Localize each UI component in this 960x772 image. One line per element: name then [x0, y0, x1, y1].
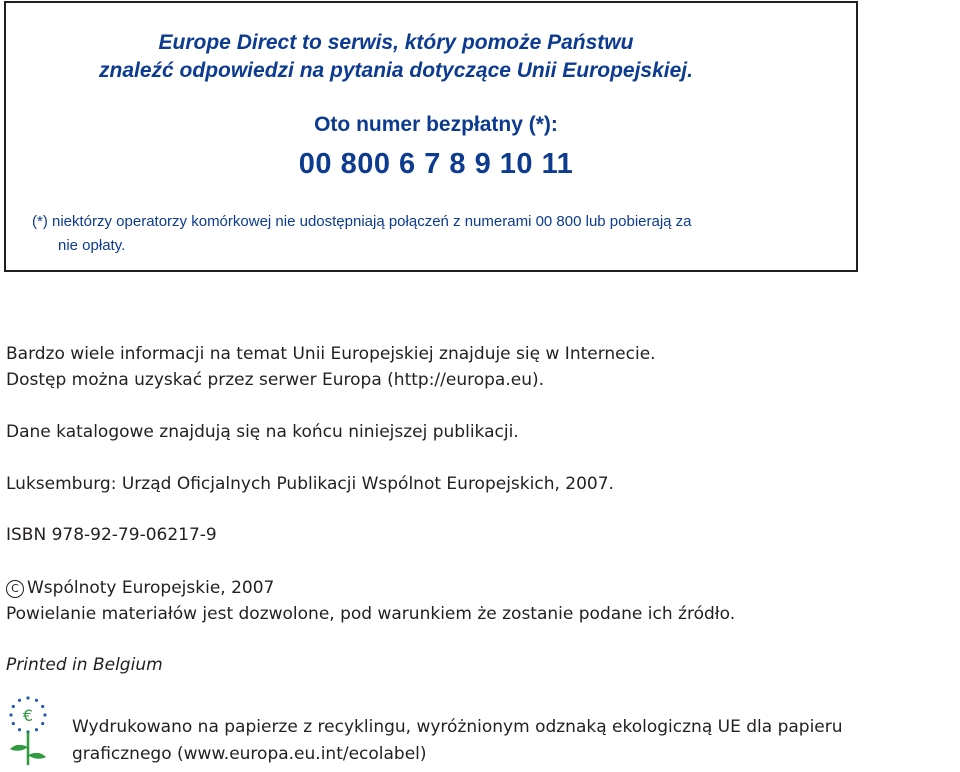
footnote-line-1: (*) niektórzy operatorzy komórkowej nie udostępniają połączeń z numerami 00 800 lub pobierają za — [32, 213, 692, 230]
copyright-text: Wspólnoty Europejskie, 2007 — [27, 578, 275, 598]
copyright-icon: C — [6, 580, 24, 598]
ecolabel-line-1: Wydrukowano na papierze z recyklingu, wyróżnionym odznaką ekologiczną UE dla papieru — [72, 717, 843, 737]
ecolabel-line-2: graficznego (www.europa.eu.int/ecolabel) — [72, 744, 427, 764]
internet-info — [6, 341, 656, 393]
europe-direct-intro — [6, 29, 786, 85]
isbn: ISBN 978-92-79-06217-9 — [6, 525, 217, 545]
intro-line-1: Europe Direct to serwis, który pomoże Państwu — [158, 31, 634, 54]
phone-number: 00 800 6 7 8 9 10 11 — [298, 148, 574, 180]
copyright-line — [6, 575, 735, 601]
printed-in: Printed in Belgium — [6, 655, 163, 675]
footnote-line-2: nie opłaty. — [58, 237, 126, 254]
internet-line-1: Bardzo wiele informacji na temat Unii Europejskiej znajduje się w Internecie. — [6, 344, 656, 364]
europe-direct-box — [4, 1, 858, 272]
ecolabel-euro-sign: € — [22, 706, 34, 725]
operator-footnote — [32, 210, 822, 258]
internet-line-2: Dostęp można uzyskać przez serwer Europa (http://europa.eu). — [6, 370, 545, 390]
free-number-label: Oto numer bezpłatny (*): — [314, 113, 558, 136]
reproduction-notice: Powielanie materiałów jest dozwolone, pod warunkiem że zostanie podane ich źródło. — [6, 604, 736, 624]
ecolabel-notice — [72, 714, 956, 768]
intro-line-2: znaleźć odpowiedzi na pytania dotyczące Unii Europejskiej. — [99, 59, 693, 82]
eu-ecolabel-flower-icon — [6, 695, 50, 767]
catalog-data-note: Dane katalogowe znajdują się na końcu niniejszej publikacji. — [6, 422, 519, 442]
publisher-line: Luksemburg: Urząd Oficjalnych Publikacji Wspólnot Europejskich, 2007. — [6, 474, 614, 494]
copyright-block — [6, 575, 735, 627]
